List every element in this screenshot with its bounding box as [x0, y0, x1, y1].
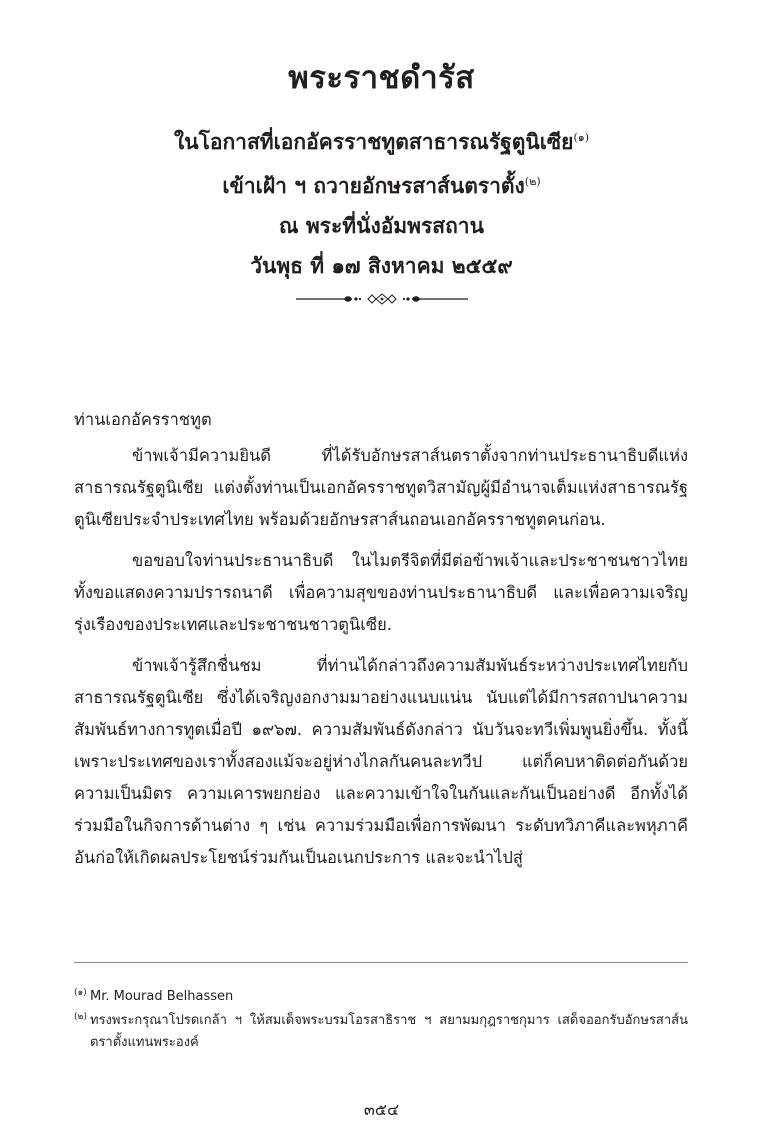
footnote-text: Mr. Mourad Belhassen — [90, 989, 234, 1004]
footnote-ref-2: (๒) — [524, 175, 541, 188]
footnote-divider — [74, 962, 688, 963]
footnote-mark: (๑) — [74, 988, 87, 998]
speech-paragraph: ข้าพเจ้ามีความยินดี ที่ได้รับอักษรสาส์นตราตั้งจากท่านประธานาธิบดีแห่งสาธารณรัฐตูนิเซีย แต่งตั้งท่านเป็นเอกอัครราชทูตวิสามัญผู้มีอำนาจเต็มแห่งสาธารณรัฐตูนิเซียประจำประเทศไทย พร้อมด้วยอักษรสาส์นถอนเอกอัครราชทูตคนก่อน. — [74, 446, 688, 529]
footnote-item — [74, 986, 688, 1008]
subtitle-line-occasion-text: ในโอกาสที่เอกอัครราชทูตสาธารณรัฐตูนิเซีย — [173, 129, 574, 154]
salutation: ท่านเอกอัครราชทูต — [74, 410, 212, 429]
subtitle-line-date: วันพุธ ที่ ๑๗ สิงหาคม ๒๕๕๙ — [250, 253, 513, 278]
speech-body — [74, 404, 688, 883]
subtitle-line-audience-text: เข้าเฝ้า ฯ ถวายอักษรสาส์นตราตั้ง — [222, 173, 525, 198]
subtitle-line-audience — [0, 162, 763, 206]
speech-paragraph: ข้าพเจ้ารู้สึกชื่นชม ที่ท่านได้กล่าวถึงความสัมพันธ์ระหว่างประเทศไทยกับสาธารณรัฐตูนิเซีย ซึ่งได้เจริญงอกงามมาอย่างแนบแน่น นับแต่ได้มีการสถาปนาความสัมพันธ์ทางการทูตเมื่อปี ๑๙๖๗. ความสัมพันธ์ดังกล่าว นับวันจะทวีเพิ่มพูนยิ่งขึ้น. ทั้งนี้ เพราะประเทศของเราทั้งสองแม้จะอยู่ห่างไกลกันคนละทวีป แต่ก็คบหาติดต่อกันด้วยความเป็นมิตร ความเคารพยกย่อง และความเข้าใจในกันและกันเป็นอย่างดี อีกทั้งได้ร่วมมือในกิจการด้านต่าง ๆ เช่น ความร่วมมือเพื่อการพัฒนา ระดับทวิภาคีและพหุภาคี อันก่อให้เกิดผลประโยชน์ร่วมกันเป็นอเนกประการ และจะนำไปสู่ — [74, 656, 688, 867]
subtitle-line-venue: ณ พระที่นั่งอัมพรสถาน — [279, 213, 484, 238]
page-title: พระราชดำรัส — [288, 60, 475, 96]
subtitle-block — [0, 118, 763, 286]
footnote-mark: (๒) — [74, 1012, 87, 1022]
footnotes — [74, 986, 688, 1056]
flourish-divider-icon — [296, 290, 468, 308]
footnote-text: ทรงพระกรุณาโปรดเกล้า ฯ ให้สมเด็จพระบรมโอรสาธิราช ฯ สยามมกุฎราชกุมาร เสด็จออกรับอักษรสาส์นตราตั้งแทนพระองค์ — [90, 1013, 688, 1050]
subtitle-line-occasion — [0, 118, 763, 162]
footnote-item — [74, 1010, 688, 1054]
page-number: ๓๕๔ — [363, 1100, 400, 1119]
speech-paragraph: ขอขอบใจท่านประธานาธิบดี ในไมตรีจิตที่มีต่อข้าพเจ้าและประชาชนชาวไทย ทั้งขอแสดงความปรารถนาดี เพื่อความสุขของท่านประธานาธิบดี และเพื่อความเจริญรุ่งเรืองของประเทศและประชาชนชาวตูนิเซีย. — [74, 551, 688, 634]
footnote-ref-1: (๑) — [573, 131, 590, 144]
